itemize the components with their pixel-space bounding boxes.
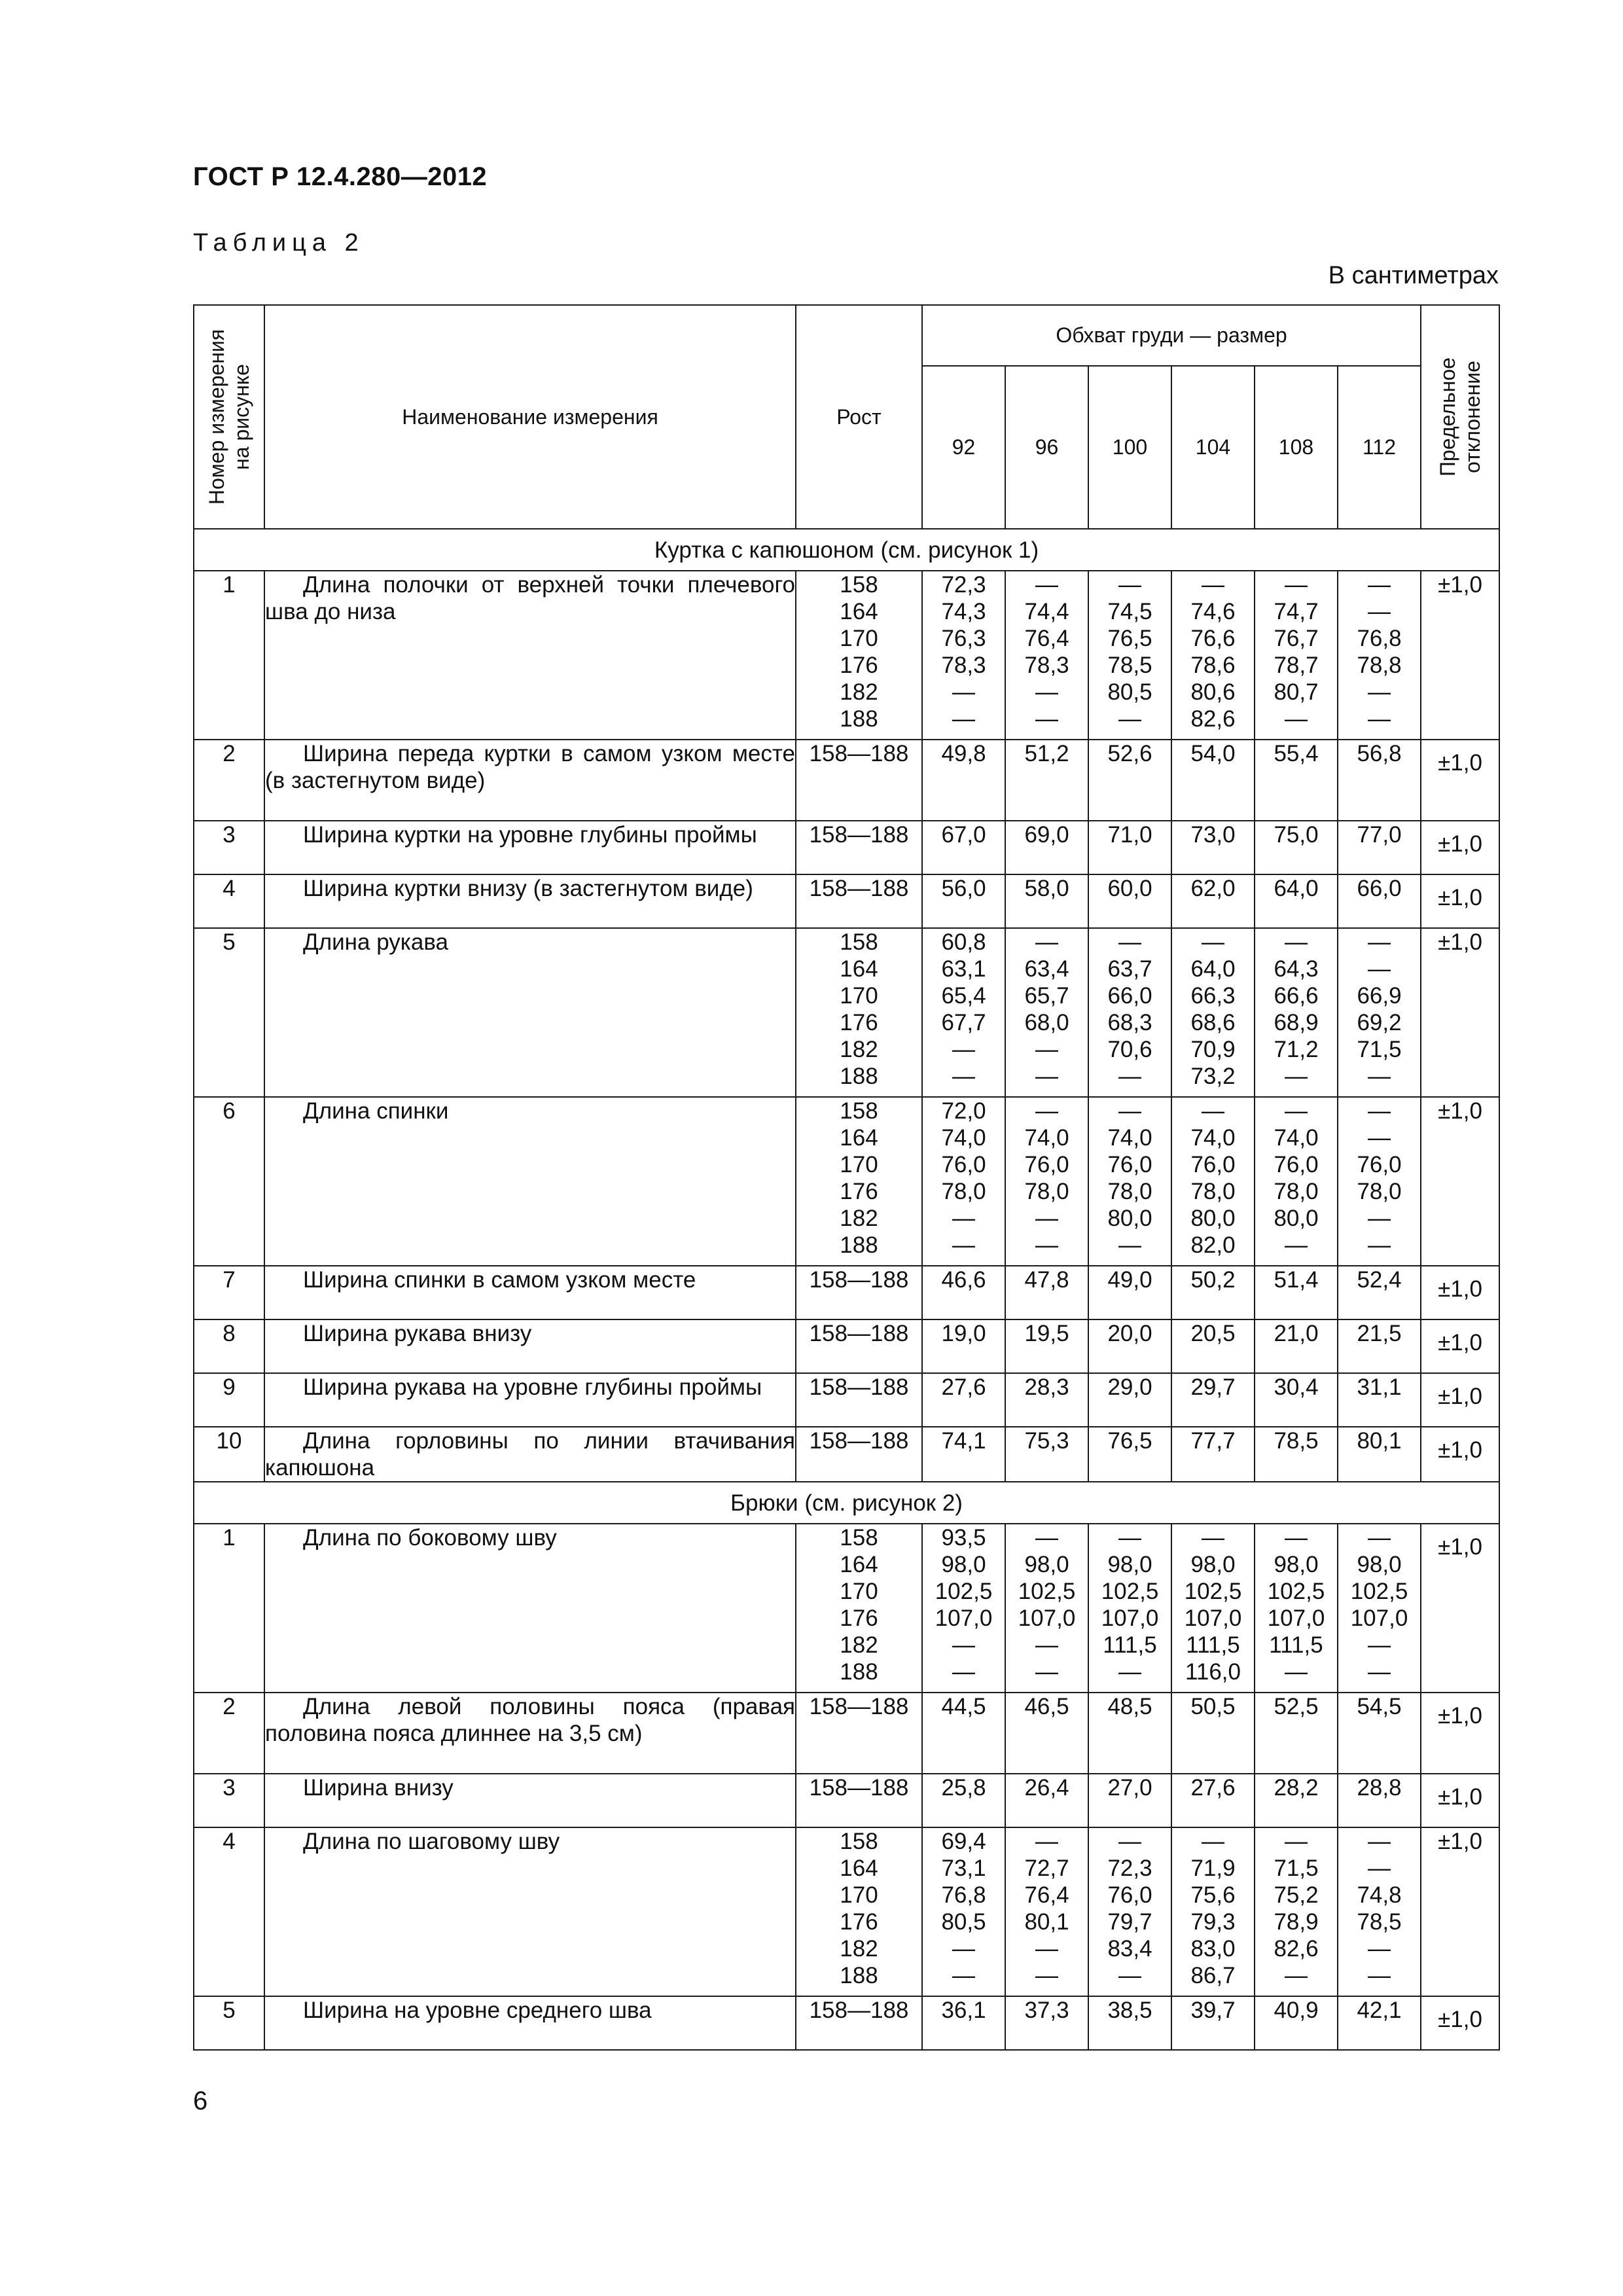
value-cell-96: — 72,7 76,4 80,1 — — [1005,1827,1088,1996]
height-cell: 158—188 [796,821,922,874]
table-row [194,1319,1499,1373]
value-cell-96: 28,3 [1005,1373,1088,1427]
value-cell-108: 30,4 [1255,1373,1338,1427]
value-cell-92: 46,6 [922,1266,1005,1319]
table-row [194,1097,1499,1266]
measurement-number: 9 [194,1373,264,1427]
tolerance-cell: ±1,0 [1421,1524,1499,1693]
value-cell-104: 39,7 [1171,1996,1255,2050]
value-cell-92: 72,3 74,3 76,3 78,3 — — [922,571,1005,740]
measurement-name: Ширина внизу [303,1775,454,1801]
measurement-name: Длина полочки от верхней точки плечевого шва до низа [265,572,795,624]
value-cell-108: — 98,0 102,5 107,0 111,5 — [1255,1524,1338,1693]
value-cell-96: 46,5 [1005,1693,1088,1774]
measurement-number: 1 [194,1524,264,1693]
measurement-number: 3 [194,821,264,874]
section-title: Куртка с капюшоном (см. рисунок 1) [194,529,1499,571]
height-cell: 158 164 170 176 182 188 [796,1097,922,1266]
table-row [194,1373,1499,1427]
measurement-name: Длина горловины по линии втачивания капюшона [265,1428,795,1480]
value-cell-92: 25,8 [922,1774,1005,1827]
value-cell-92: 67,0 [922,821,1005,874]
value-cell-96: — 74,4 76,4 78,3 — — [1005,571,1088,740]
measurement-name: Длина спинки [303,1098,449,1124]
value-cell-100: 20,0 [1088,1319,1171,1373]
value-cell-104: 27,6 [1171,1774,1255,1827]
measurement-name-cell [264,1827,796,1996]
value-cell-104: — 71,9 75,6 79,3 83,0 86,7 [1171,1827,1255,1996]
value-cell-112: 66,0 [1338,874,1421,928]
measurement-name: Ширина спинки в самом узком месте [303,1267,696,1293]
value-cell-96: 47,8 [1005,1266,1088,1319]
value-cell-96: 58,0 [1005,874,1088,928]
value-cell-104: — 98,0 102,5 107,0 111,5 116,0 [1171,1524,1255,1693]
header-size-108: 108 [1255,366,1338,529]
value-cell-112: — — 66,9 69,2 71,5 — [1338,928,1421,1097]
table-row [194,821,1499,874]
header-size-group: Обхват груди — размер [922,305,1421,366]
measurement-name: Длина левой половины пояса (правая половина пояса длиннее на 3,5 см) [265,1694,795,1746]
value-cell-104: — 64,0 66,3 68,6 70,9 73,2 [1171,928,1255,1097]
measurement-name: Ширина на уровне среднего шва [303,1998,652,2023]
section-row [194,529,1499,571]
header-height: Рост [796,305,922,529]
measurement-name: Длина по шаговому шву [303,1829,560,1854]
value-cell-100: 71,0 [1088,821,1171,874]
value-cell-100: — 72,3 76,0 79,7 83,4 — [1088,1827,1171,1996]
table-row [194,1827,1499,1996]
value-cell-104: 77,7 [1171,1427,1255,1482]
height-cell: 158—188 [796,1693,922,1774]
table-row [194,1266,1499,1319]
value-cell-112: 28,8 [1338,1774,1421,1827]
value-cell-92: 74,1 [922,1427,1005,1482]
header-size-104: 104 [1171,366,1255,529]
tolerance-cell: ±1,0 [1421,821,1499,874]
measurement-name: Длина по боковому шву [303,1525,557,1551]
value-cell-92: 19,0 [922,1319,1005,1373]
value-cell-92: 49,8 [922,740,1005,821]
header-tolerance-label: Предельное отклонение [1436,357,1484,476]
measurements-table [193,304,1500,2051]
value-cell-96: 19,5 [1005,1319,1088,1373]
value-cell-104: — 74,0 76,0 78,0 80,0 82,0 [1171,1097,1255,1266]
measurement-number: 5 [194,1996,264,2050]
measurement-name-cell [264,1996,796,2050]
tolerance-cell: ±1,0 [1421,1097,1499,1266]
value-cell-108: — 74,7 76,7 78,7 80,7 — [1255,571,1338,740]
height-cell: 158—188 [796,1427,922,1482]
value-cell-108: — 71,5 75,2 78,9 82,6 — [1255,1827,1338,1996]
measurement-name-cell [264,571,796,740]
measurement-number: 4 [194,1827,264,1996]
measurement-name: Ширина переда куртки в самом узком месте (в застегнутом виде) [265,741,795,793]
value-cell-100: 52,6 [1088,740,1171,821]
value-cell-108: — 64,3 66,6 68,9 71,2 — [1255,928,1338,1097]
value-cell-96: — 63,4 65,7 68,0 — — [1005,928,1088,1097]
value-cell-104: 54,0 [1171,740,1255,821]
table-row [194,874,1499,928]
value-cell-112: 52,4 [1338,1266,1421,1319]
value-cell-100: — 74,0 76,0 78,0 80,0 — [1088,1097,1171,1266]
table-row [194,740,1499,821]
value-cell-112: 80,1 [1338,1427,1421,1482]
value-cell-92: 69,4 73,1 76,8 80,5 — — [922,1827,1005,1996]
table-row [194,1427,1499,1482]
value-cell-108: — 74,0 76,0 78,0 80,0 — [1255,1097,1338,1266]
measurement-number: 1 [194,571,264,740]
value-cell-96: 51,2 [1005,740,1088,821]
tolerance-cell: ±1,0 [1421,1373,1499,1427]
header-num-label: Номер измерения на рисунке [205,329,253,505]
measurement-name-cell [264,821,796,874]
value-cell-108: 52,5 [1255,1693,1338,1774]
height-cell: 158—188 [796,740,922,821]
height-cell: 158 164 170 176 182 188 [796,928,922,1097]
value-cell-104: 50,5 [1171,1693,1255,1774]
value-cell-108: 28,2 [1255,1774,1338,1827]
measurement-name-cell [264,874,796,928]
value-cell-96: 26,4 [1005,1774,1088,1827]
height-cell: 158 164 170 176 182 188 [796,571,922,740]
value-cell-108: 78,5 [1255,1427,1338,1482]
value-cell-108: 64,0 [1255,874,1338,928]
measurement-name: Ширина рукава внизу [303,1321,532,1346]
value-cell-92: 93,5 98,0 102,5 107,0 — — [922,1524,1005,1693]
value-cell-104: 20,5 [1171,1319,1255,1373]
height-cell: 158 164 170 176 182 188 [796,1524,922,1693]
height-cell: 158—188 [796,874,922,928]
value-cell-92: 36,1 [922,1996,1005,2050]
height-cell: 158—188 [796,1373,922,1427]
measurement-name-cell [264,1319,796,1373]
tolerance-cell: ±1,0 [1421,1319,1499,1373]
value-cell-104: — 74,6 76,6 78,6 80,6 82,6 [1171,571,1255,740]
table-row [194,1693,1499,1774]
value-cell-108: 55,4 [1255,740,1338,821]
value-cell-100: 48,5 [1088,1693,1171,1774]
height-cell: 158—188 [796,1266,922,1319]
measurement-name: Ширина куртки внизу (в застегнутом виде) [303,876,753,901]
header-name: Наименование измерения [264,305,796,529]
header-size-100: 100 [1088,366,1171,529]
measurement-number: 6 [194,1097,264,1266]
height-cell: 158—188 [796,1996,922,2050]
value-cell-108: 75,0 [1255,821,1338,874]
header-size-112: 112 [1338,366,1421,529]
value-cell-100: 76,5 [1088,1427,1171,1482]
value-cell-92: 27,6 [922,1373,1005,1427]
tolerance-cell: ±1,0 [1421,740,1499,821]
table-row [194,1524,1499,1693]
section-row [194,1482,1499,1524]
table-label: Таблица 2 [193,229,365,257]
measurement-name-cell [264,1097,796,1266]
value-cell-112: — — 76,8 78,8 — — [1338,571,1421,740]
table-row [194,1774,1499,1827]
tolerance-cell: ±1,0 [1421,1266,1499,1319]
value-cell-104: 62,0 [1171,874,1255,928]
value-cell-112: 21,5 [1338,1319,1421,1373]
value-cell-96: 37,3 [1005,1996,1088,2050]
value-cell-108: 51,4 [1255,1266,1338,1319]
value-cell-100: 27,0 [1088,1774,1171,1827]
value-cell-112: 54,5 [1338,1693,1421,1774]
table-row [194,1996,1499,2050]
tolerance-cell: ±1,0 [1421,1693,1499,1774]
value-cell-108: 21,0 [1255,1319,1338,1373]
tolerance-cell: ±1,0 [1421,571,1499,740]
measurement-name: Ширина рукава на уровне глубины проймы [303,1374,762,1400]
measurement-name-cell [264,1266,796,1319]
height-cell: 158 164 170 176 182 188 [796,1827,922,1996]
measurement-number: 4 [194,874,264,928]
section-title: Брюки (см. рисунок 2) [194,1482,1499,1524]
tolerance-cell: ±1,0 [1421,928,1499,1097]
value-cell-100: 60,0 [1088,874,1171,928]
units-note: В сантиметрах [1328,262,1499,289]
value-cell-112: 77,0 [1338,821,1421,874]
value-cell-96: 69,0 [1005,821,1088,874]
value-cell-104: 29,7 [1171,1373,1255,1427]
header-num [194,305,264,529]
value-cell-104: 73,0 [1171,821,1255,874]
tolerance-cell: ±1,0 [1421,1827,1499,1996]
measurement-number: 3 [194,1774,264,1827]
page-number: 6 [193,2087,208,2115]
measurement-name-cell [264,1693,796,1774]
header-tolerance [1421,305,1499,529]
value-cell-104: 50,2 [1171,1266,1255,1319]
measurement-name: Ширина куртки на уровне глубины проймы [303,822,757,848]
value-cell-112: — 98,0 102,5 107,0 — — [1338,1524,1421,1693]
measurement-number: 8 [194,1319,264,1373]
measurement-name: Длина рукава [303,929,448,955]
measurement-name-cell [264,740,796,821]
value-cell-100: — 63,7 66,0 68,3 70,6 — [1088,928,1171,1097]
value-cell-92: 44,5 [922,1693,1005,1774]
document-code: ГОСТ Р 12.4.280—2012 [193,162,488,191]
height-cell: 158—188 [796,1319,922,1373]
value-cell-100: — 74,5 76,5 78,5 80,5 — [1088,571,1171,740]
value-cell-100: — 98,0 102,5 107,0 111,5 — [1088,1524,1171,1693]
table-row [194,928,1499,1097]
measurement-name-cell [264,1427,796,1482]
value-cell-100: 38,5 [1088,1996,1171,2050]
measurement-name-cell [264,928,796,1097]
value-cell-112: 56,8 [1338,740,1421,821]
value-cell-92: 56,0 [922,874,1005,928]
value-cell-92: 60,8 63,1 65,4 67,7 — — [922,928,1005,1097]
value-cell-96: 75,3 [1005,1427,1088,1482]
measurement-number: 2 [194,1693,264,1774]
table-row [194,571,1499,740]
measurement-number: 7 [194,1266,264,1319]
value-cell-112: 42,1 [1338,1996,1421,2050]
tolerance-cell: ±1,0 [1421,1427,1499,1482]
measurement-name-cell [264,1524,796,1693]
value-cell-100: 29,0 [1088,1373,1171,1427]
height-cell: 158—188 [796,1774,922,1827]
tolerance-cell: ±1,0 [1421,874,1499,928]
value-cell-96: — 98,0 102,5 107,0 — — [1005,1524,1088,1693]
value-cell-112: — — 74,8 78,5 — — [1338,1827,1421,1996]
header-size-92: 92 [922,366,1005,529]
measurement-number: 5 [194,928,264,1097]
value-cell-92: 72,0 74,0 76,0 78,0 — — [922,1097,1005,1266]
value-cell-108: 40,9 [1255,1996,1338,2050]
value-cell-112: 31,1 [1338,1373,1421,1427]
tolerance-cell: ±1,0 [1421,1774,1499,1827]
measurement-name-cell [264,1774,796,1827]
measurement-number: 10 [194,1427,264,1482]
measurement-number: 2 [194,740,264,821]
value-cell-112: — — 76,0 78,0 — — [1338,1097,1421,1266]
measurement-name-cell [264,1373,796,1427]
value-cell-100: 49,0 [1088,1266,1171,1319]
tolerance-cell: ±1,0 [1421,1996,1499,2050]
value-cell-96: — 74,0 76,0 78,0 — — [1005,1097,1088,1266]
header-size-96: 96 [1005,366,1088,529]
